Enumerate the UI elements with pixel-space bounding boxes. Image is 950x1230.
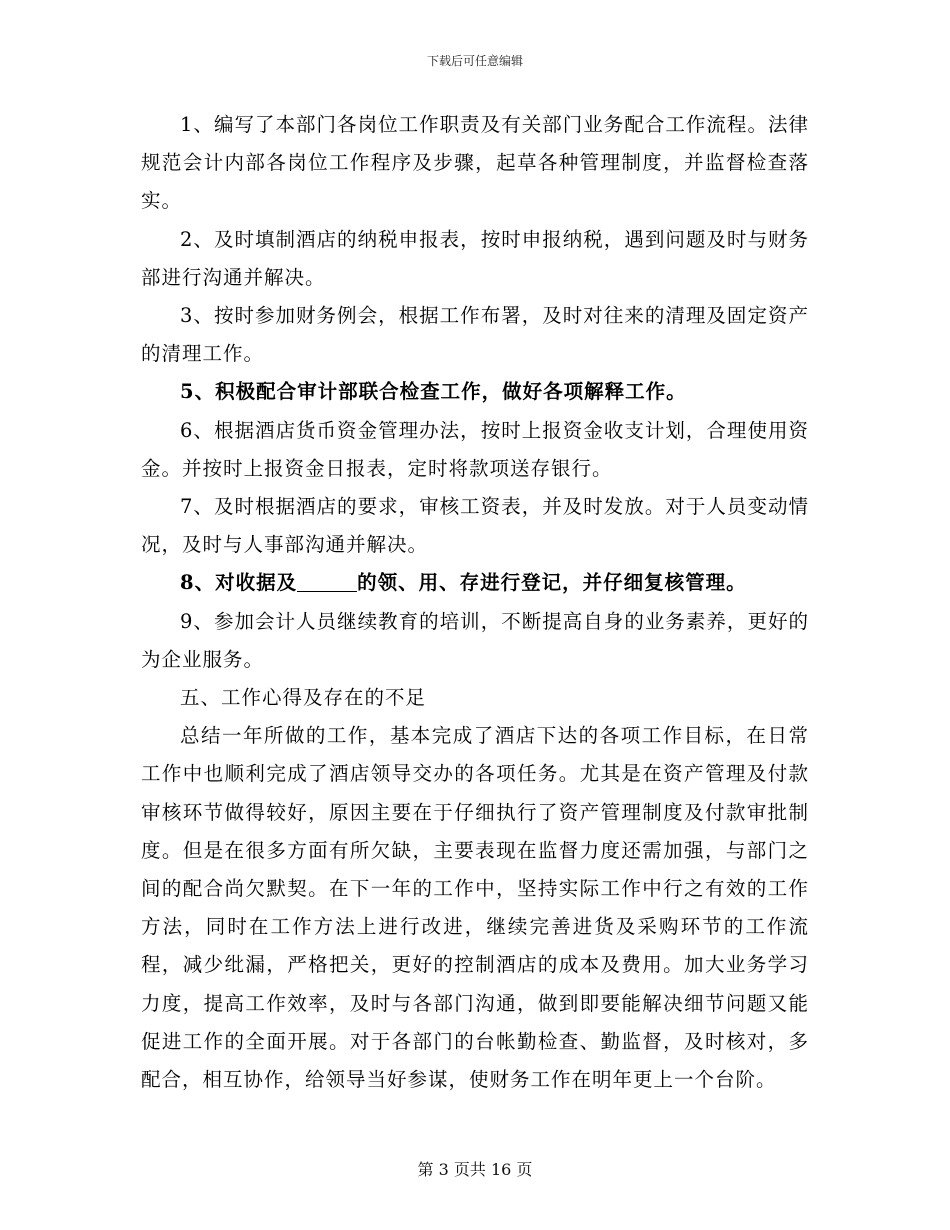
list-item-prefix: 8、对收据及 <box>180 571 298 595</box>
list-item: 1、编写了本部门各岗位工作职责及有关部门业务配合工作流程。法律规范会计内部各岗位工作程序及步骤，起草各种管理制度，并监督检查落实。 <box>141 113 809 213</box>
section-heading: 五、工作心得及存在的不足 <box>180 686 427 710</box>
list-item <box>141 564 809 602</box>
page-number: 第 3 页共 16 页 <box>417 1160 533 1179</box>
list-item: 5、积极配合审计部联合检查工作，做好各项解释工作。 <box>180 380 687 404</box>
list-item: 2、及时填制酒店的纳税申报表，按时申报纳税，遇到问题及时与财务部进行沟通并解决。 <box>141 227 809 289</box>
document-body <box>141 106 809 1099</box>
page-header: 下载后可任意编辑 <box>426 54 523 68</box>
list-item: 7、及时根据酒店的要求，审核工资表，并及时发放。对于人员变动情况，及时与人事部沟通并解决。 <box>141 495 809 557</box>
blank-underline <box>297 572 357 593</box>
list-item: 3、按时参加财务例会，根据工作布署，及时对往来的清理及固定资产的清理工作。 <box>141 304 809 366</box>
list-item-suffix: 的领、用、存进行登记，并仔细复核管理。 <box>357 571 747 595</box>
list-item: 6、根据酒店货币资金管理办法，按时上报资金收支计划，合理使用资金。并按时上报资金日报表，定时将款项送存银行。 <box>141 418 809 480</box>
list-item: 9、参加会计人员继续教育的培训，不断提高自身的业务素养，更好的为企业服务。 <box>141 609 809 671</box>
section-body: 总结一年所做的工作，基本完成了酒店下达的各项工作目标，在日常工作中也顺利完成了酒店领导交办的各项任务。尤其是在资产管理及付款审核环节做得较好，原因主要在于仔细执行了资产管理制度及付款审批制度。但是在很多方面有所欠缺，主要表现在监督力度还需加强，与部门之间的配合尚欠默契。在下一年的工作中，坚持实际工作中行之有效的工作方法，同时在工作方法上进行改进，继续完善进货及采购环节的工作流程，减少纰漏，严格把关，更好的控制酒店的成本及费用。加大业务学习力度，提高工作效率，及时与各部门沟通，做到即要能解决细节问题又能促进工作的全面开展。对于各部门的台帐勤检查、勤监督，及时核对，多配合，相互协作，给领导当好参谋，使财务工作在明年更上一个台阶。 <box>141 724 809 1092</box>
